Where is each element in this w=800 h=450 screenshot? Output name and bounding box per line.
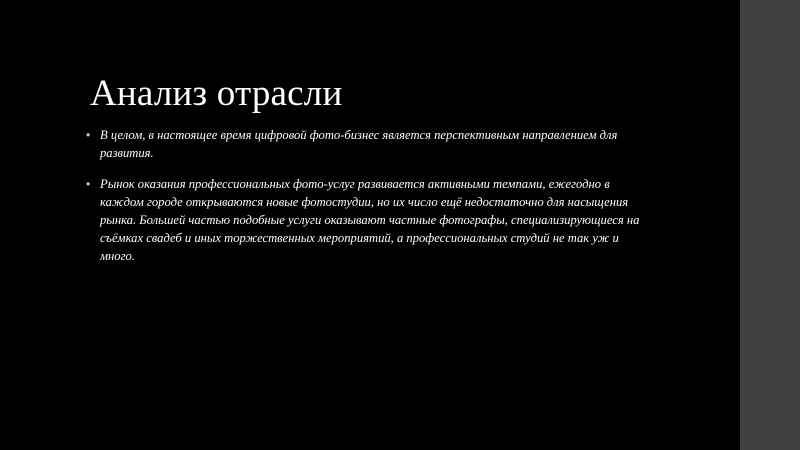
bullet-text: Рынок оказания профессиональных фото-услуг развивается активными темпами, ежегодно в каждом городе открываются новые фотостудии, но их число ещё недостаточно для насыщения рынка. Большей частью подобные услуги оказывают частные фотографы, специализирующиеся на съёмках свадеб и иных торжественных мероприятий, а профессиональных студий не так уж и много. [100, 177, 640, 263]
bullet-item [86, 175, 646, 265]
side-panel [740, 0, 800, 450]
bullet-item [86, 126, 646, 162]
bullet-text: В целом, в настоящее время цифровой фото-бизнес является перспективным направлением для развития. [100, 128, 618, 160]
bullet-marker: • [86, 177, 91, 191]
bullet-list [86, 126, 646, 278]
slide-title: Анализ отрасли [90, 73, 343, 114]
bullet-marker: • [86, 128, 91, 142]
